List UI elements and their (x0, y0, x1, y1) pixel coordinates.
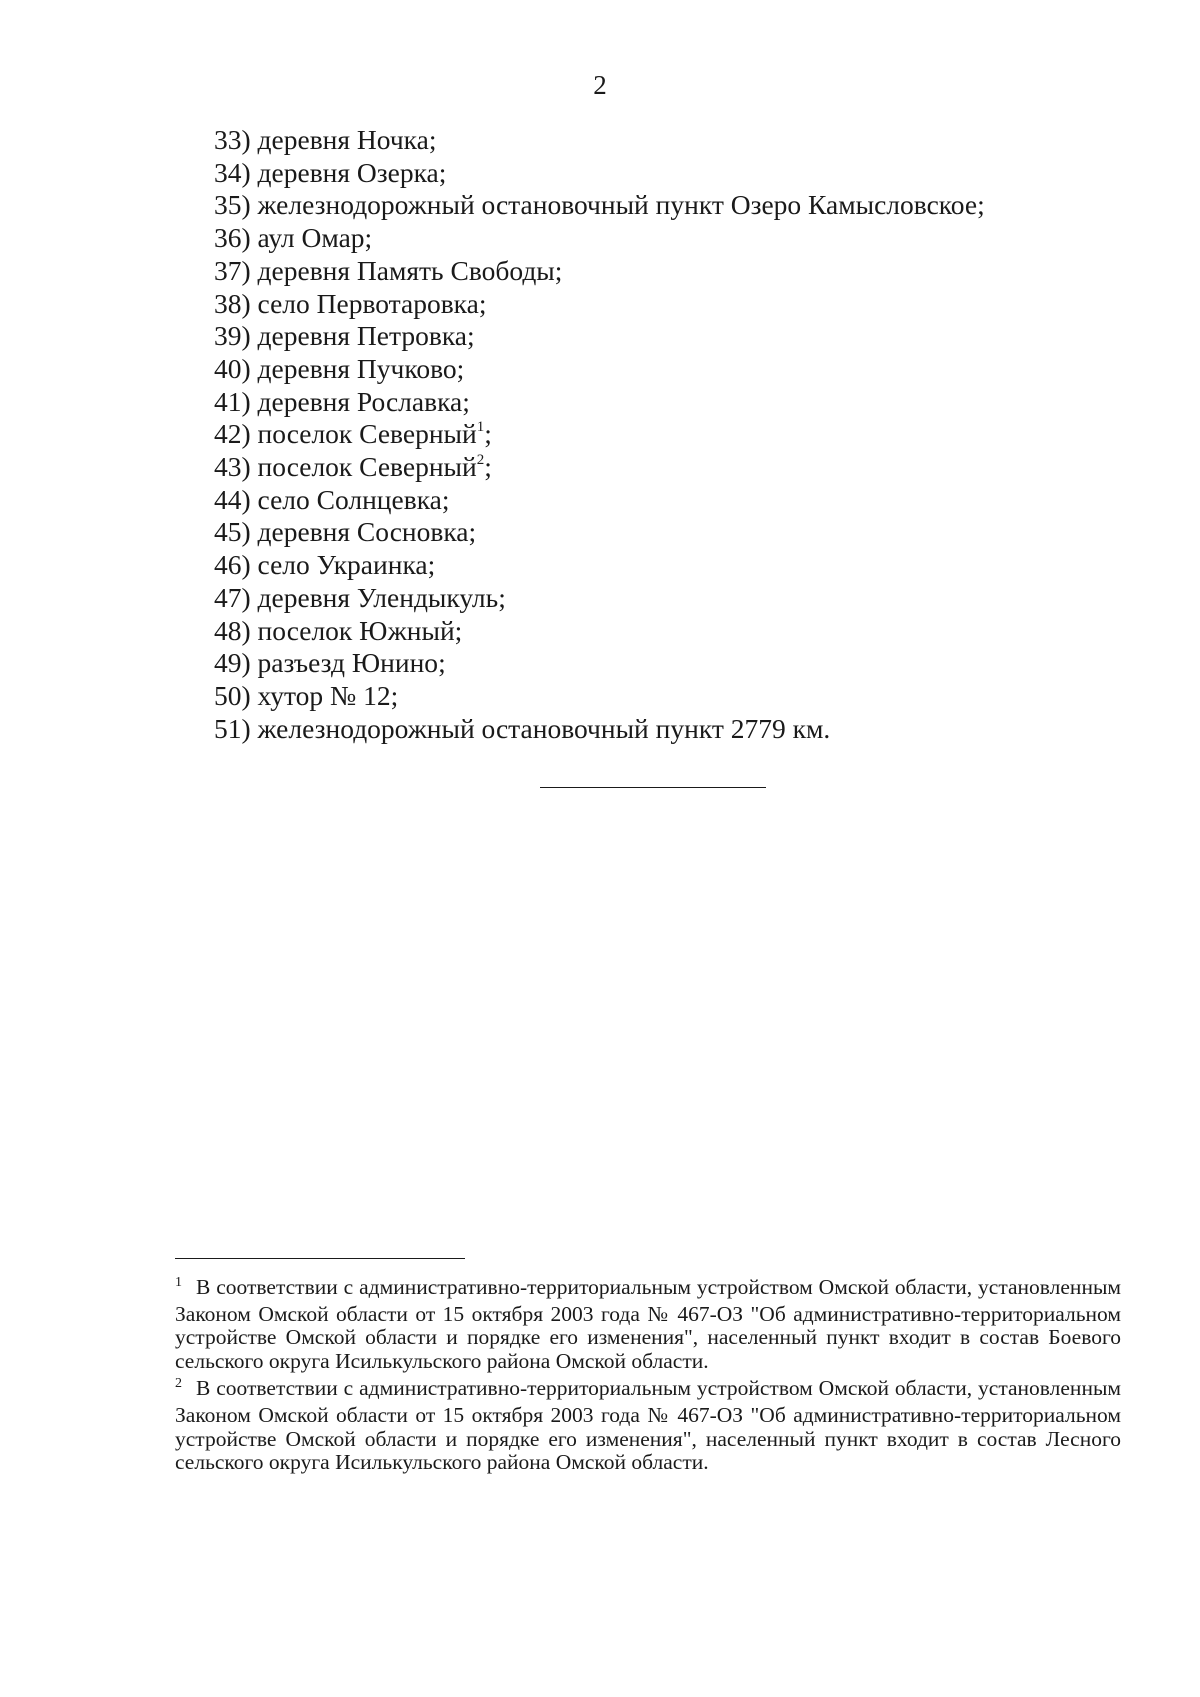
item-end: ; (454, 614, 463, 646)
item-number: 40) (214, 352, 251, 384)
item-text: хутор № 12 (257, 679, 391, 711)
item-end: ; (441, 483, 450, 515)
footnote-ref[interactable]: 2 (476, 451, 485, 468)
end-of-list-divider (540, 787, 766, 788)
item-number: 48) (214, 614, 251, 646)
item-end: ; (364, 222, 373, 254)
item-number: 42) (214, 418, 251, 450)
footnote (175, 1377, 1121, 1474)
list-item (214, 516, 1114, 549)
list-item (214, 320, 1114, 353)
item-text: деревня Рославка (257, 385, 463, 417)
list-item (214, 484, 1114, 517)
item-text: аул Омар (257, 222, 365, 254)
list-item (214, 647, 1114, 680)
item-number: 43) (214, 451, 251, 483)
item-number: 45) (214, 516, 251, 548)
footnote-marker: 1 (175, 1275, 182, 1290)
item-end: ; (462, 385, 470, 417)
list-item (214, 451, 1114, 484)
item-number: 39) (214, 320, 251, 352)
list-item (214, 582, 1114, 615)
footnote-ref[interactable]: 1 (476, 419, 485, 436)
item-text: село Украинка (257, 549, 428, 581)
item-text: село Первотаровка (257, 287, 479, 319)
list-item (214, 255, 1114, 288)
footnote (175, 1276, 1121, 1373)
item-text: железнодорожный остановочный пункт Озеро Камысловское (257, 189, 978, 221)
list-item (214, 549, 1114, 582)
item-text: поселок Южный (257, 614, 455, 646)
item-text: село Солнцевка (257, 483, 442, 515)
item-end: . (823, 712, 831, 744)
item-number: 47) (214, 581, 251, 613)
item-text: деревня Ночка (257, 124, 429, 155)
footnote-text: В соответствии с административно-территориальным устройством Омской области, установленным Законом Омской области от 15 октября 2003 года № 467-ОЗ "Об административно-территориальном устройстве Омской области и порядке его изменения", населенный пункт входит в состав Лесного сельского округа Исилькульского района Омской области. (175, 1376, 1121, 1475)
list-item (214, 157, 1114, 190)
item-end: ; (977, 189, 985, 221)
item-end: ; (554, 254, 563, 286)
item-text: деревня Сосновка (257, 516, 469, 548)
list-item (214, 189, 1114, 222)
item-end: ; (427, 549, 436, 581)
item-text: деревня Петровка (257, 320, 467, 352)
footnote-marker: 2 (175, 1376, 182, 1392)
item-number: 34) (214, 156, 251, 188)
settlement-list (214, 124, 1114, 745)
item-end: ; (484, 418, 492, 450)
page-number: 2 (593, 70, 607, 100)
item-text: поселок Северный (257, 451, 477, 483)
item-number: 35) (214, 189, 251, 221)
item-end: ; (438, 647, 446, 679)
list-item (214, 713, 1114, 746)
footnote-text: В соответствии с административно-территориальным устройством Омской области, установленным Законом Омской области от 15 октября 2003 года № 467-ОЗ "Об административно-территориальном устройстве Омской области и порядке его изменения", населенный пункт входит в состав Боевого сельского округа Исилькульского района Омской области. (175, 1275, 1121, 1373)
item-end: ; (456, 352, 465, 384)
item-end: ; (468, 516, 477, 548)
list-item (214, 353, 1114, 386)
item-number: 37) (214, 254, 251, 286)
footnote-separator (175, 1258, 465, 1259)
item-text: железнодорожный остановочный пункт 2779 км (257, 712, 824, 744)
item-number: 46) (214, 549, 251, 581)
list-item (214, 124, 1114, 157)
item-end: ; (498, 581, 506, 613)
item-end: ; (438, 156, 447, 188)
list-item (214, 288, 1114, 321)
item-text: деревня Озерка (257, 156, 439, 188)
item-number: 49) (214, 647, 251, 679)
item-number: 38) (214, 287, 251, 319)
item-text: деревня Улендыкуль (257, 581, 499, 613)
item-end: ; (428, 124, 437, 155)
item-number: 33) (214, 124, 251, 155)
item-end: ; (466, 320, 475, 352)
item-number: 36) (214, 222, 251, 254)
item-text: деревня Пучково (257, 352, 457, 384)
item-number: 50) (214, 679, 251, 711)
list-item (214, 680, 1114, 713)
list-item (214, 386, 1114, 419)
item-end: ; (478, 287, 487, 319)
item-number: 44) (214, 483, 251, 515)
item-number: 41) (214, 385, 251, 417)
footnotes (175, 1276, 1121, 1479)
item-end: ; (484, 451, 492, 483)
item-number: 51) (214, 712, 251, 744)
item-text: разъезд Юнино (257, 647, 439, 679)
item-end: ; (390, 679, 399, 711)
list-item (214, 222, 1114, 255)
item-text: поселок Северный (257, 418, 477, 450)
list-item (214, 615, 1114, 648)
list-item (214, 418, 1114, 451)
item-text: деревня Память Свободы (257, 254, 555, 286)
